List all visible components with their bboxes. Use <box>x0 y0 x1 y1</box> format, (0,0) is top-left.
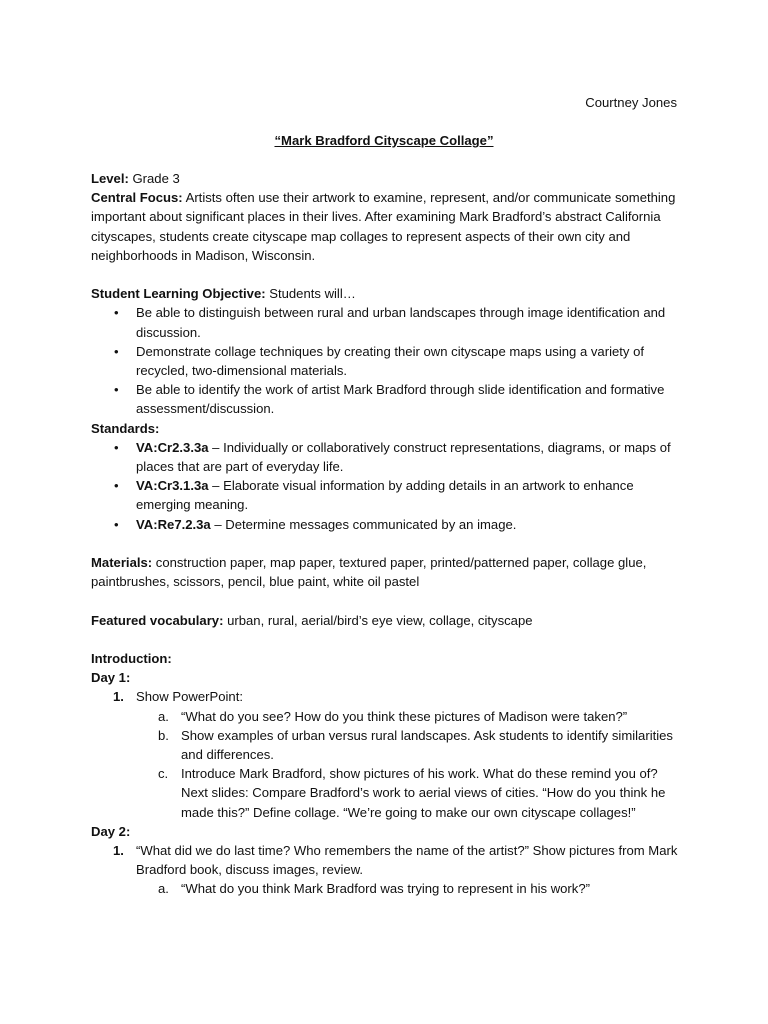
day2-label: Day 2: <box>91 823 131 839</box>
step-number: 1. <box>113 843 124 859</box>
day1-substeps <box>136 707 681 822</box>
sub-text: “What do you think Mark Bradford was trying to represent in his work?” <box>181 881 590 897</box>
level-line <box>91 169 681 188</box>
step-text: “What did we do last time? Who remembers the name of the artist?” Show pictures from Mark Bradford book, discuss images, review. <box>136 843 678 878</box>
introduction-heading <box>91 649 681 668</box>
standard-text: – Individually or collaboratively construct representations, diagrams, or maps of places that are part of everyday life. <box>136 439 671 475</box>
day1-heading <box>91 668 681 687</box>
materials-text: construction paper, map paper, textured paper, printed/patterned paper, collage glue, paintbrushes, scissors, pencil, blue paint, white oil pastel <box>91 555 647 590</box>
level-label: Level: <box>91 171 129 186</box>
list-item: • Be able to distinguish between rural and urban landscapes through image identification and discussion. <box>91 303 681 341</box>
list-item <box>91 687 681 821</box>
author-name: Courtney Jones <box>585 95 677 110</box>
central-focus-text: Artists often use their artwork to examine, represent, and/or communicate something important about significant places in their lives. After examining Mark Bradford’s abstract California cityscapes, students create cityscape map collages to represent aspects of their own city and neighborhoods in Madison, Wisconsin. <box>91 190 676 263</box>
central-focus <box>91 188 681 265</box>
day2-substeps <box>136 879 681 898</box>
objective-text: Students will… <box>265 286 356 302</box>
day1-label: Day 1: <box>91 670 131 686</box>
standards-heading <box>91 419 681 438</box>
list-item: • Be able to identify the work of artist Mark Bradford through slide identification and formative assessment/discussion. <box>91 380 681 418</box>
day1-steps <box>91 687 681 821</box>
vocabulary <box>91 611 681 630</box>
list-item <box>136 879 681 898</box>
level-value: Grade 3 <box>128 171 180 186</box>
central-focus-label: Central Focus: <box>91 190 183 206</box>
list-item <box>91 515 681 534</box>
day2-steps <box>91 841 681 899</box>
vocabulary-text: urban, rural, aerial/bird’s eye view, collage, cityscape <box>223 612 533 628</box>
list-item <box>91 438 681 476</box>
sub-letter: a. <box>158 708 169 724</box>
standard-code: VA:Re7.2.3a <box>136 516 211 532</box>
objective-label: Student Learning Objective: <box>91 286 266 302</box>
materials-label: Materials: <box>91 555 153 571</box>
sub-letter: a. <box>158 881 169 897</box>
sub-text: Show examples of urban versus rural landscapes. Ask students to identify similarities and differences. <box>181 727 673 763</box>
vocabulary-label: Featured vocabulary: <box>91 612 224 628</box>
objective-list <box>91 303 681 418</box>
materials <box>91 553 681 591</box>
sub-text: Introduce Mark Bradford, show pictures of his work. What do these remind you of? Next slides: Compare Bradford’s work to aerial views of cities. “How do you think he made this?” Define collage. “We’re going to make our own cityscape collages!” <box>181 766 666 820</box>
list-item <box>91 476 681 514</box>
standard-text: – Determine messages communicated by an image. <box>210 516 517 532</box>
step-text: Show PowerPoint: <box>136 689 243 705</box>
standards-label: Standards: <box>91 420 160 436</box>
title-text: “Mark Bradford Cityscape Collage” <box>274 133 494 148</box>
standard-code: VA:Cr3.1.3a <box>136 478 209 494</box>
introduction-label: Introduction: <box>91 651 172 667</box>
step-number: 1. <box>113 689 124 705</box>
list-item <box>136 726 681 764</box>
sub-text: “What do you see? How do you think these pictures of Madison were taken?” <box>181 708 628 724</box>
standard-code: VA:Cr2.3.3a <box>136 439 209 455</box>
list-item <box>136 707 681 726</box>
document-title <box>0 131 768 150</box>
list-item <box>136 764 681 822</box>
sub-letter: c. <box>158 766 169 782</box>
list-item <box>91 841 681 899</box>
list-item: • Demonstrate collage techniques by creating their own cityscape maps using a variety of recycled, two-dimensional materials. <box>91 342 681 380</box>
standards-list <box>91 438 681 534</box>
sub-letter: b. <box>158 727 169 743</box>
document-body <box>91 169 681 899</box>
standard-text: – Elaborate visual information by adding details in an artwork to enhance emerging meaning. <box>136 478 634 513</box>
objective-heading <box>91 284 681 303</box>
day2-heading <box>91 822 681 841</box>
